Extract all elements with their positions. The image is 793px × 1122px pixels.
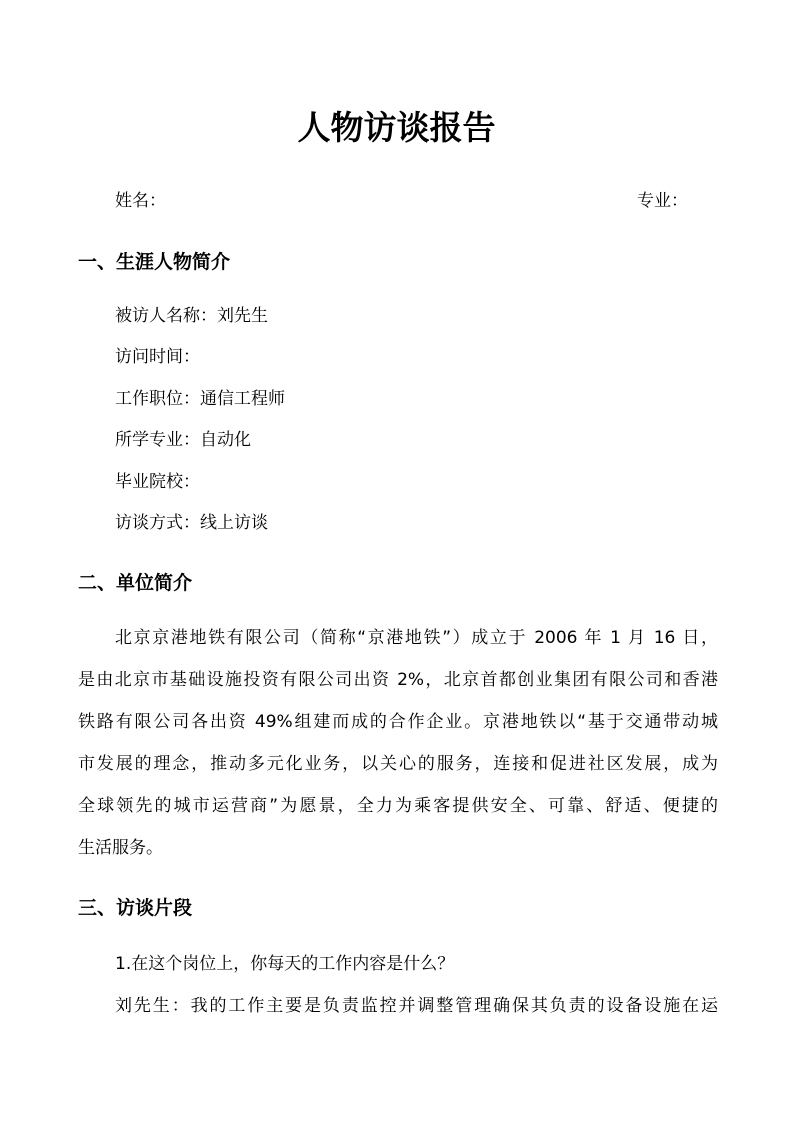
company-paragraph-line: 市发展的理念，推动多元化业务，以关心的服务，连接和促进社区发展，成为 bbox=[78, 754, 718, 774]
profile-item: 所学专业：自动化 bbox=[115, 430, 251, 450]
name-label: 姓名： bbox=[115, 191, 166, 211]
company-paragraph-line: 全球领先的城市运营商”为愿景，全力为乘客提供安全、可靠、舒适、便捷的 bbox=[78, 796, 718, 816]
section-heading-company: 二、单位简介 bbox=[78, 572, 193, 594]
interview-question: 1.在这个岗位上，你每天的工作内容是什么？ bbox=[115, 954, 455, 974]
profile-item: 工作职位：通信工程师 bbox=[115, 389, 285, 409]
profile-item: 访谈方式：线上访谈 bbox=[115, 513, 268, 533]
company-paragraph-line: 北京京港地铁有限公司（简称“京港地铁”）成立于 2006 年 1 月 16 日， bbox=[115, 628, 718, 648]
profile-item: 访问时间： bbox=[115, 347, 200, 367]
interview-answer: 刘先生：我的工作主要是负责监控并调整管理确保其负责的设备设施在运 bbox=[115, 996, 718, 1016]
section-heading-interview: 三、访谈片段 bbox=[78, 897, 193, 919]
profile-item: 被访人名称：刘先生 bbox=[115, 306, 268, 326]
company-paragraph-line: 铁路有限公司各出资 49%组建而成的合作企业。京港地铁以“基于交通带动城 bbox=[78, 712, 718, 732]
profile-item: 毕业院校： bbox=[115, 472, 200, 492]
major-label: 专业： bbox=[637, 191, 688, 211]
document-title: 人物访谈报告 bbox=[297, 108, 496, 147]
company-paragraph-line: 生活服务。 bbox=[78, 838, 163, 858]
company-paragraph-line: 是由北京市基础设施投资有限公司出资 2%，北京首都创业集团有限公司和香港 bbox=[78, 670, 718, 690]
section-heading-profile: 一、生涯人物简介 bbox=[78, 251, 231, 273]
